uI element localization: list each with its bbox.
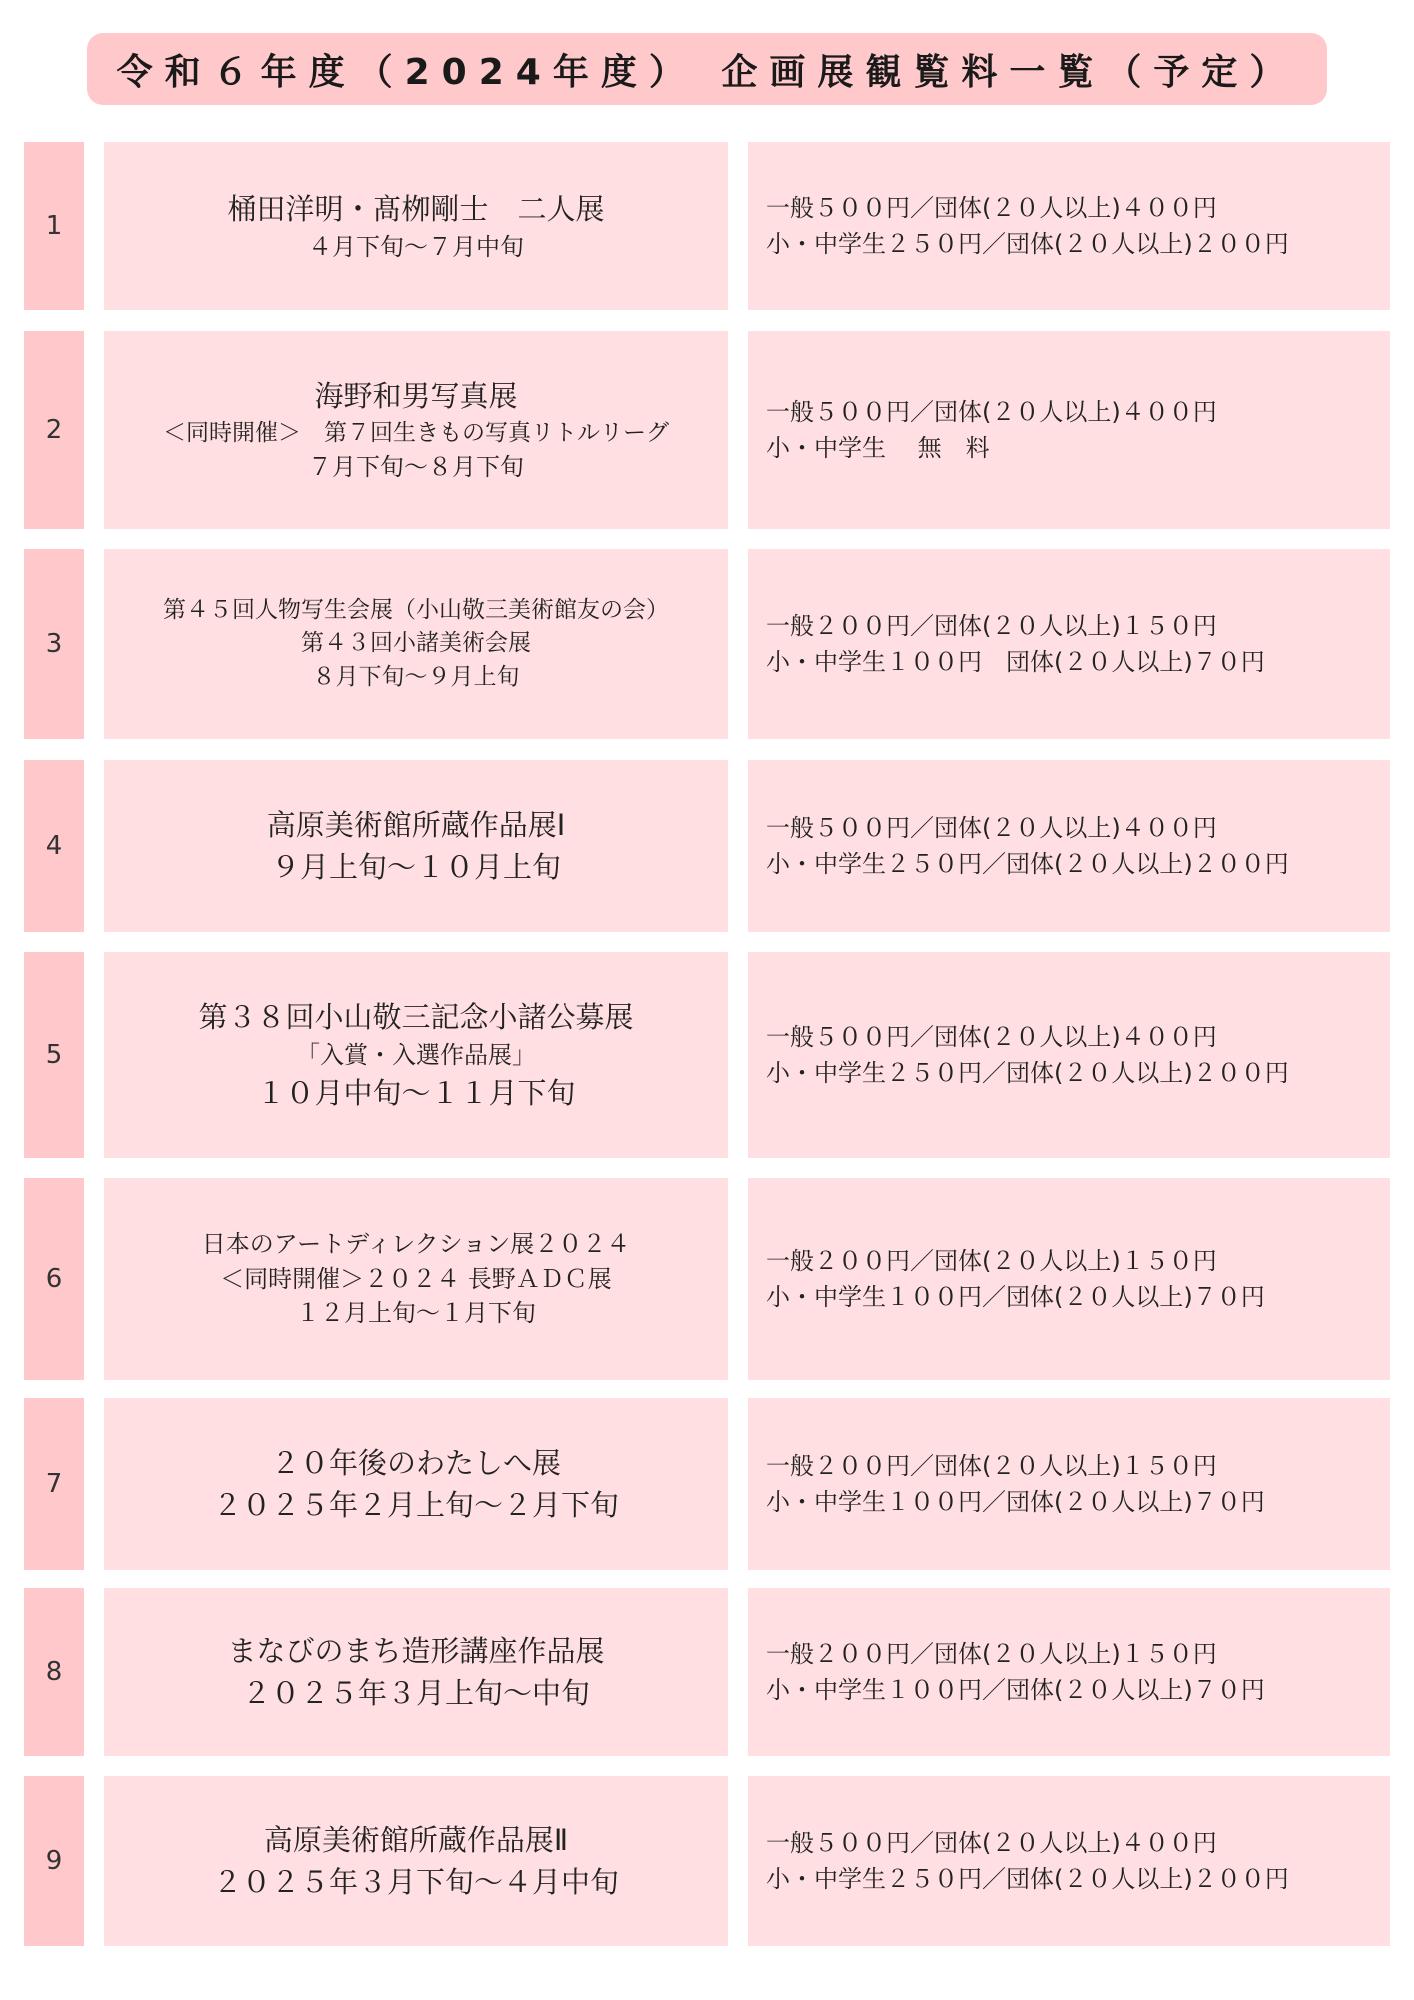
exhibition-cell bbox=[104, 1588, 728, 1756]
exhibition-title: ２０年後のわたしへ展 bbox=[270, 1445, 561, 1480]
exhibition-period: ２０２５年２月上旬～２月下旬 bbox=[212, 1488, 619, 1522]
exhibition-period: １０月中旬～１１月下旬 bbox=[256, 1076, 576, 1111]
fee-general: 一般２００円／団体(２０人以上)１５０円 bbox=[766, 1247, 1217, 1275]
fee-cell bbox=[748, 331, 1390, 529]
exhibition-title: 高原美術館所蔵作品展Ⅰ bbox=[266, 807, 566, 842]
exhibition-cell bbox=[104, 1776, 728, 1946]
fee-cell bbox=[748, 952, 1390, 1158]
fee-student: 小・中学生２５０円／団体(２０人以上)２００円 bbox=[766, 1059, 1289, 1087]
exhibition-period: ８月下旬～９月上旬 bbox=[312, 663, 520, 690]
table-row bbox=[24, 549, 1390, 739]
fee-general: 一般５００円／団体(２０人以上)４００円 bbox=[766, 1829, 1217, 1857]
fee-cell bbox=[748, 1398, 1390, 1570]
fee-cell bbox=[748, 549, 1390, 739]
fee-student: 小・中学生１００円／団体(２０人以上)７０円 bbox=[766, 1283, 1265, 1311]
exhibition-title: 第３８回小山敬三記念小諸公募展 bbox=[198, 999, 634, 1034]
fee-general: 一般５００円／団体(２０人以上)４００円 bbox=[766, 1023, 1217, 1051]
row-number: 6 bbox=[24, 1178, 84, 1380]
table-row bbox=[24, 952, 1390, 1158]
exhibition-title: 海野和男写真展 bbox=[314, 378, 518, 413]
exhibition-cell bbox=[104, 549, 728, 739]
table-row bbox=[24, 1398, 1390, 1570]
exhibition-concurrent: ＜同時開催＞２０２４ 長野ＡＤＣ展 bbox=[220, 1264, 612, 1293]
exhibition-period: ２０２５年３月上旬～中旬 bbox=[241, 1676, 590, 1710]
table-row bbox=[24, 331, 1390, 529]
fee-student: 小・中学生２５０円／団体(２０人以上)２００円 bbox=[766, 1865, 1289, 1893]
exhibition-cell bbox=[104, 1398, 728, 1570]
exhibition-period: ９月上旬～１０月上旬 bbox=[270, 850, 561, 884]
fee-student: 小・中学生 無 料 bbox=[766, 434, 990, 462]
exhibition-concurrent: ＜同時開催＞ 第７回生きもの写真リトルリーグ bbox=[163, 419, 669, 446]
exhibition-subtitle: 「入賞・入選作品展」 bbox=[296, 1040, 536, 1069]
exhibition-title: 日本のアートディレクション展２０２４ bbox=[201, 1229, 631, 1258]
exhibition-period: ４月下旬～７月中旬 bbox=[308, 232, 524, 261]
row-number: 2 bbox=[24, 331, 84, 529]
row-number: 4 bbox=[24, 760, 84, 932]
exhibition-cell bbox=[104, 331, 728, 529]
fee-cell bbox=[748, 1588, 1390, 1756]
row-number: 3 bbox=[24, 549, 84, 739]
exhibition-period: １２月上旬～１月下旬 bbox=[296, 1299, 536, 1328]
fee-general: 一般２００円／団体(２０人以上)１５０円 bbox=[766, 1640, 1217, 1668]
exhibition-cell bbox=[104, 142, 728, 310]
table-row bbox=[24, 1178, 1390, 1380]
fee-cell bbox=[748, 142, 1390, 310]
fee-general: 一般５００円／団体(２０人以上)４００円 bbox=[766, 398, 1217, 426]
exhibition-cell bbox=[104, 1178, 728, 1380]
fee-cell bbox=[748, 1776, 1390, 1946]
exhibition-title: 第４５回人物写生会展（小山敬三美術館友の会） bbox=[163, 596, 669, 623]
row-number: 8 bbox=[24, 1588, 84, 1756]
row-number: 5 bbox=[24, 952, 84, 1158]
title-bar bbox=[87, 33, 1327, 105]
fee-student: 小・中学生１００円／団体(２０人以上)７０円 bbox=[766, 1676, 1265, 1704]
exhibition-title: まなびのまち造形講座作品展 bbox=[227, 1633, 605, 1668]
page-title: 令和６年度（2024年度） 企画展観覧料一覧（予定） bbox=[116, 51, 1298, 93]
fee-cell bbox=[748, 760, 1390, 932]
fee-general: 一般２００円／団体(２０人以上)１５０円 bbox=[766, 612, 1217, 640]
exhibition-title: 桶田洋明・髙栁剛士 二人展 bbox=[227, 191, 605, 226]
row-number: 1 bbox=[24, 142, 84, 310]
row-number: 7 bbox=[24, 1398, 84, 1570]
table-row bbox=[24, 1776, 1390, 1946]
exhibition-period: ２０２５年３月下旬～４月中旬 bbox=[212, 1865, 619, 1899]
exhibition-period: ７月下旬～８月下旬 bbox=[308, 453, 524, 482]
fee-general: 一般２００円／団体(２０人以上)１５０円 bbox=[766, 1452, 1217, 1480]
table-row bbox=[24, 760, 1390, 932]
fee-general: 一般５００円／団体(２０人以上)４００円 bbox=[766, 194, 1217, 222]
exhibition-title-2: 第４３回小諸美術会展 bbox=[301, 630, 531, 657]
exhibition-cell bbox=[104, 760, 728, 932]
table-row bbox=[24, 142, 1390, 310]
fee-student: 小・中学生２５０円／団体(２０人以上)２００円 bbox=[766, 230, 1289, 258]
fee-general: 一般５００円／団体(２０人以上)４００円 bbox=[766, 814, 1217, 842]
exhibition-title: 高原美術館所蔵作品展Ⅱ bbox=[263, 1822, 569, 1857]
exhibition-cell bbox=[104, 952, 728, 1158]
fee-cell bbox=[748, 1178, 1390, 1380]
row-number: 9 bbox=[24, 1776, 84, 1946]
fee-student: 小・中学生２５０円／団体(２０人以上)２００円 bbox=[766, 850, 1289, 878]
table-row bbox=[24, 1588, 1390, 1756]
fee-student: 小・中学生１００円／団体(２０人以上)７０円 bbox=[766, 1488, 1265, 1516]
fee-student: 小・中学生１００円 団体(２０人以上)７０円 bbox=[766, 648, 1265, 676]
